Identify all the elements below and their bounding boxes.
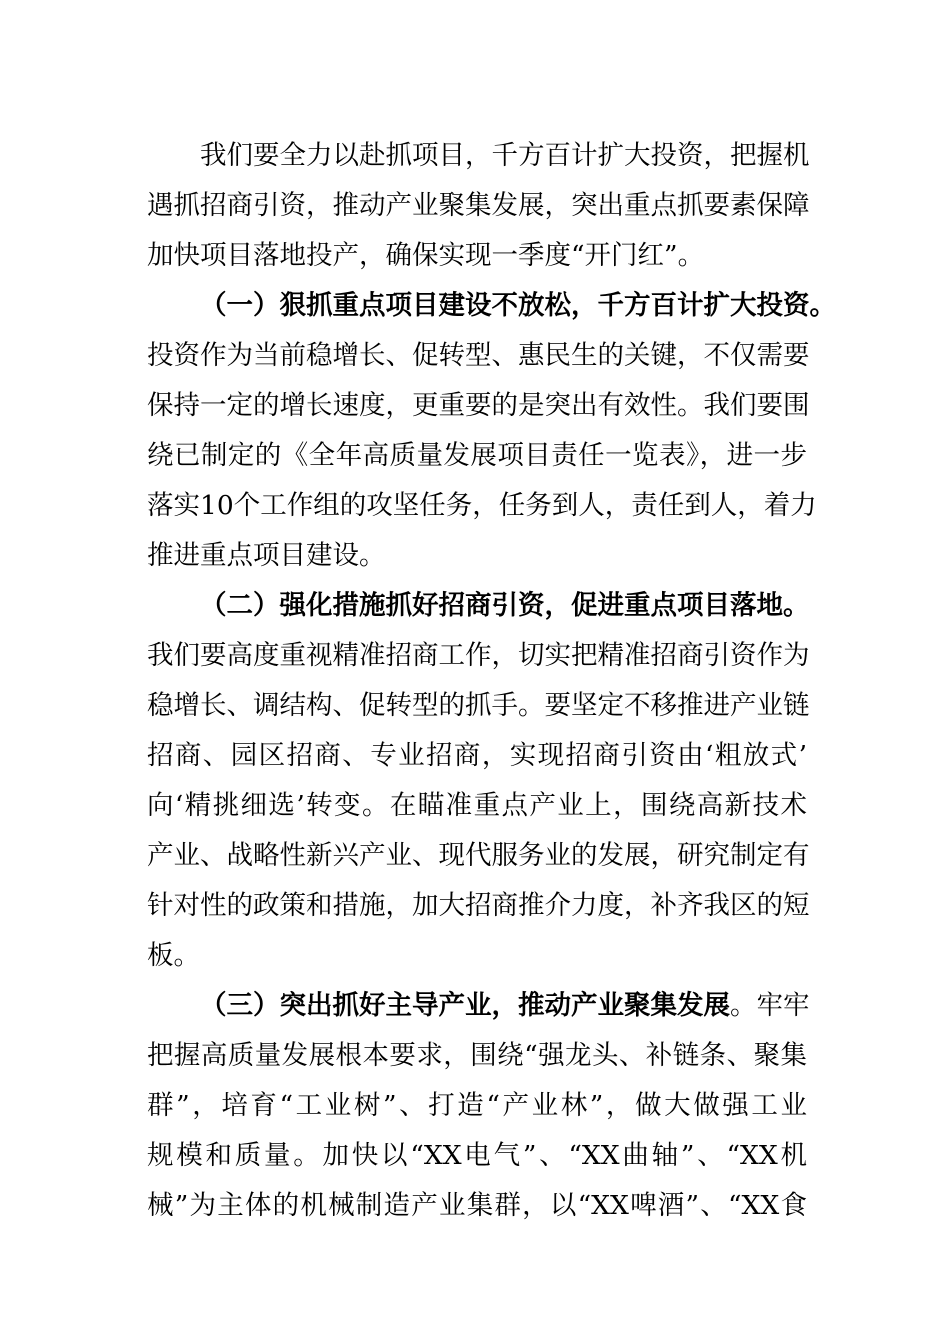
section-1-line-4: 落实10个工作组的攻坚任务，任务到人，责任到人，着力	[147, 490, 817, 521]
section-2-heading-line	[147, 581, 810, 631]
section-3-heading-line	[147, 981, 810, 1031]
section-1-line-3: 绕已制定的《全年高质量发展项目责任一览表》，进一步	[147, 440, 807, 471]
section-3-line-3: 规模和质量。加快以“XX电气”、“XX曲轴”、“XX机	[147, 1140, 807, 1171]
section-2-line-3: 招商、园区招商、专业招商，实现招商引资由‘粗放式’	[147, 740, 807, 771]
section-3-heading-tail: 。牢牢	[730, 990, 810, 1021]
section-1-line-5: 推进重点项目建设。	[147, 540, 386, 571]
section-2-line-2: 稳增长、调结构、促转型的抓手。要坚定不移推进产业链	[147, 690, 810, 721]
section-1-line-1: 投资作为当前稳增长、促转型、惠民生的关键，不仅需要	[147, 340, 810, 371]
section-1-heading: （一）狠抓重点项目建设不放松，千方百计扩大投资。	[200, 290, 836, 321]
section-3-line-1: 把握高质量发展根本要求，围绕“强龙头、补链条、聚集	[147, 1040, 807, 1071]
section-2-heading: （二）强化措施抓好招商引资，促进重点项目落地。	[200, 590, 810, 621]
section-2-line-1: 我们要高度重视精准招商工作，切实把精准招商引资作为	[147, 640, 810, 671]
section-3-heading: （三）突出抓好主导产业，推动产业聚集发展	[200, 990, 730, 1021]
section-2-line-6: 针对性的政策和措施，加大招商推介力度，补齐我区的短	[147, 890, 810, 921]
section-2-line-5: 产业、战略性新兴产业、现代服务业的发展，研究制定有	[147, 840, 810, 871]
paragraph-1-line-1: 我们要全力以赴抓项目，千方百计扩大投资，把握机	[200, 140, 810, 171]
document-body	[147, 131, 836, 1231]
section-3-line-4: 械”为主体的机械制造产业集群，以“XX啤酒”、“XX食	[147, 1190, 807, 1221]
section-3-line-2: 群”，培育“工业树”、打造“产业林”，做大做强工业	[147, 1090, 807, 1121]
section-2-line-4: 向‘精挑细选’转变。在瞄准重点产业上，围绕高新技术	[147, 790, 807, 821]
paragraph-1-line-3: 加快项目落地投产，确保实现一季度“开门红”。	[147, 240, 705, 271]
section-1-heading-line	[147, 281, 836, 331]
section-1-line-2: 保持一定的增长速度，更重要的是突出有效性。我们要围	[147, 390, 810, 421]
paragraph-1-line-2: 遇抓招商引资，推动产业聚集发展，突出重点抓要素保障	[147, 190, 810, 221]
section-2-line-7: 板。	[147, 940, 200, 971]
